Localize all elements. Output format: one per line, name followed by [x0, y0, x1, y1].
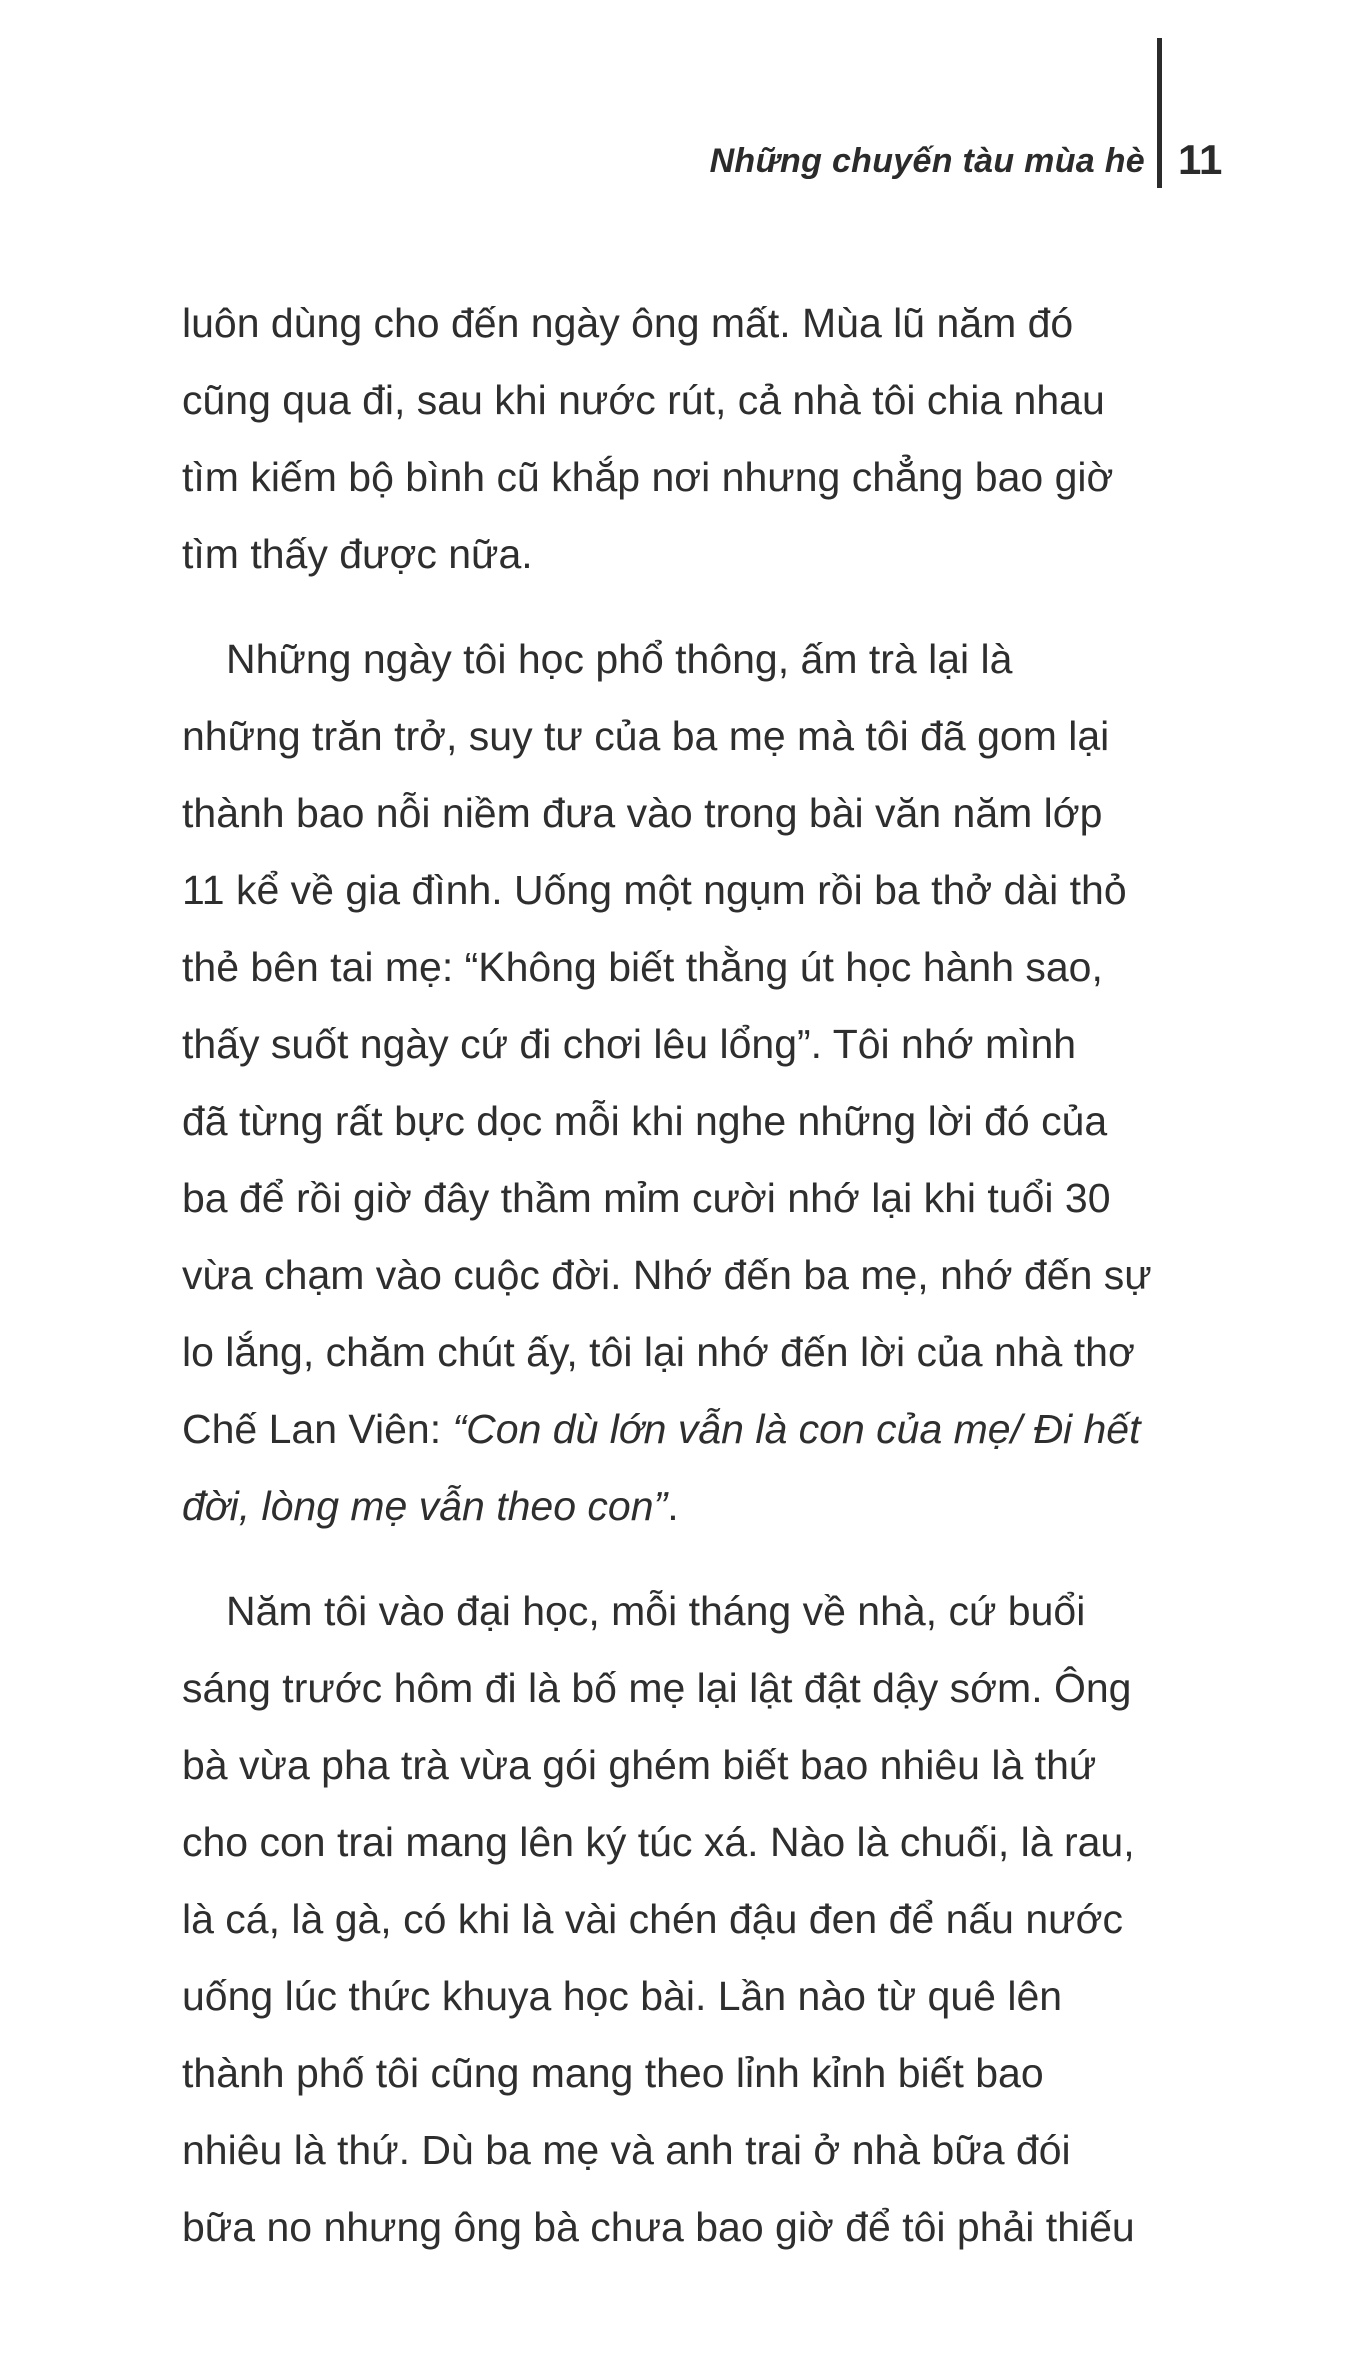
- text-line: cũng qua đi, sau khi nước rút, cả nhà tôi chia nhau: [182, 377, 1105, 423]
- text-line: thấy suốt ngày cứ đi chơi lêu lổng”. Tôi nhớ mình: [182, 1021, 1077, 1067]
- text-line: tìm kiếm bộ bình cũ khắp nơi nhưng chẳng bao giờ: [182, 454, 1114, 500]
- text-line: luôn dùng cho đến ngày ông mất. Mùa lũ năm đó: [182, 300, 1074, 346]
- paragraph-1: [182, 285, 1182, 593]
- text-line: thành phố tôi cũng mang theo lỉnh kỉnh biết bao: [182, 2050, 1044, 2096]
- text-line: bà vừa pha trà vừa gói ghém biết bao nhiêu là thứ: [182, 1742, 1097, 1788]
- text-line: cho con trai mang lên ký túc xá. Nào là chuối, là rau,: [182, 1819, 1135, 1865]
- text-line: lo lắng, chăm chút ấy, tôi lại nhớ đến lời của nhà thơ: [182, 1329, 1135, 1375]
- text-line-quote-end: [182, 1468, 1182, 1545]
- text-line: những trăn trở, suy tư của ba mẹ mà tôi đã gom lại: [182, 713, 1110, 759]
- quote-prefix: Chế Lan Viên:: [182, 1406, 453, 1452]
- text-line: Năm tôi vào đại học, mỗi tháng về nhà, cứ buổi: [226, 1588, 1086, 1634]
- text-line: đã từng rất bực dọc mỗi khi nghe những lời đó của: [182, 1098, 1108, 1144]
- text-line: bữa no nhưng ông bà chưa bao giờ để tôi phải thiếu: [182, 2204, 1135, 2250]
- paragraph-3: [182, 1573, 1182, 2266]
- text-line: vừa chạm vào cuộc đời. Nhớ đến ba mẹ, nhớ đến sự: [182, 1252, 1152, 1298]
- text-line: nhiêu là thứ. Dù ba mẹ và anh trai ở nhà bữa đói: [182, 2127, 1071, 2173]
- quote-italic-end: đời, lòng mẹ vẫn theo con”: [182, 1483, 668, 1529]
- running-title: Những chuyến tàu mùa hè: [709, 142, 1145, 180]
- text-line: sáng trước hôm đi là bố mẹ lại lật đật dậy sớm. Ông: [182, 1665, 1132, 1711]
- text-line: ba để rồi giờ đây thầm mỉm cười nhớ lại khi tuổi 30: [182, 1175, 1111, 1221]
- text-line: tìm thấy được nữa.: [182, 531, 533, 577]
- page-number: 11: [1178, 136, 1223, 183]
- text-line: thẻ bên tai mẹ: “Không biết thằng út học hành sao,: [182, 944, 1103, 990]
- text-line: là cá, là gà, có khi là vài chén đậu đen để nấu nước: [182, 1896, 1123, 1942]
- header-vertical-rule: [1157, 38, 1162, 188]
- paragraph-2: [182, 621, 1182, 1545]
- body-text: [182, 285, 1182, 2294]
- quote-italic: “Con dù lớn vẫn là con của mẹ/ Đi hết: [452, 1406, 1141, 1452]
- quote-period: .: [667, 1483, 679, 1529]
- text-line: thành bao nỗi niềm đưa vào trong bài văn năm lớp: [182, 790, 1103, 836]
- text-line-quote: [182, 1391, 1182, 1468]
- text-line: 11 kể về gia đình. Uống một ngụm rồi ba thở dài thỏ: [182, 867, 1127, 913]
- text-line: uống lúc thức khuya học bài. Lần nào từ quê lên: [182, 1973, 1063, 2019]
- text-line: Những ngày tôi học phổ thông, ấm trà lại là: [226, 636, 1013, 682]
